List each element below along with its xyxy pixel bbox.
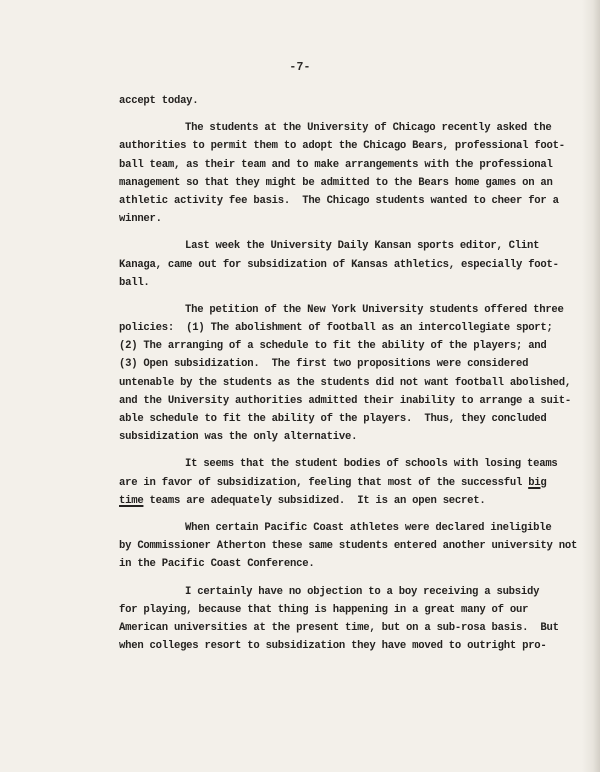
- text-line: in the Pacific Coast Conference.: [119, 558, 315, 571]
- text-line: I certainly have no objection to a boy receiving a subsidy: [185, 585, 540, 598]
- paragraph-7: [119, 583, 559, 656]
- text-line: by Commissioner Atherton these same students entered another university not: [119, 540, 578, 553]
- typed-letter-body: [119, 92, 578, 655]
- text-line: authorities to permit them to adopt the Chicago Bears, professional foot-: [119, 140, 565, 153]
- text-line: management so that they might be admitted to the Bears home games on an: [119, 176, 553, 189]
- paragraph-1: [119, 92, 539, 110]
- text-line: able schedule to fit the ability of the players. Thus, they concluded: [119, 413, 547, 425]
- text-line: ball.: [119, 276, 150, 289]
- text-line: and the University authorities admitted their inability to arrange a suit-: [119, 394, 571, 407]
- page-edge-shadow: [582, 0, 600, 772]
- paragraph-6: [119, 519, 578, 574]
- text-line: athletic activity fee basis. The Chicago students wanted to cheer for a: [119, 194, 559, 207]
- text-line: When certain Pacific Coast athletes were declared ineligible: [185, 521, 552, 534]
- text-line: The petition of the New York University students offered three: [185, 303, 564, 316]
- text-line: when colleges resort to subsidization they have moved to outright pro-: [119, 640, 547, 653]
- paragraph-5: [119, 455, 558, 510]
- text-line: Kanaga, came out for subsidization of Kansas athletics, especially foot-: [119, 258, 559, 271]
- text-line: ball team, as their team and to make arrangements with the professional: [119, 158, 553, 171]
- text-line: subsidization was the only alternative.: [119, 431, 358, 444]
- text-line-segment: are in favor of subsidization, feeling that most of the successful: [119, 476, 523, 489]
- text-line: winner.: [119, 213, 162, 226]
- text-line: The students at the University of Chicago recently asked the: [185, 122, 552, 135]
- text-line: It seems that the student bodies of schools with losing teams: [185, 458, 558, 471]
- text-line: (3) Open subsidization. The first two propositions were considered: [119, 358, 529, 371]
- text-line: (2) The arranging of a schedule to fit the ability of the players; and: [119, 340, 547, 353]
- text-line: [119, 492, 539, 510]
- text-line-segment: teams are adequately subsidized. It is an open secret.: [149, 494, 486, 507]
- text-line: untenable by the students as the students did not want football abolished,: [119, 376, 571, 389]
- underlined-word-big: big: [528, 476, 547, 489]
- text-line: Last week the University Daily Kansan sports editor, Clint: [185, 240, 540, 253]
- text-line: American universities at the present time, but on a sub-rosa basis. But: [119, 621, 559, 634]
- text-line: for playing, because that thing is happening in a great many of our: [119, 603, 529, 616]
- paragraph-4: [119, 301, 571, 447]
- text-line: accept today.: [119, 95, 199, 107]
- underlined-word-time: time: [119, 494, 144, 507]
- paragraph-2: [119, 119, 565, 228]
- text-line: policies: (1) The abolishment of football as an intercollegiate sport;: [119, 322, 553, 335]
- page-number: -7-: [289, 61, 311, 74]
- text-line: [119, 474, 547, 492]
- paragraph-3: [119, 237, 559, 292]
